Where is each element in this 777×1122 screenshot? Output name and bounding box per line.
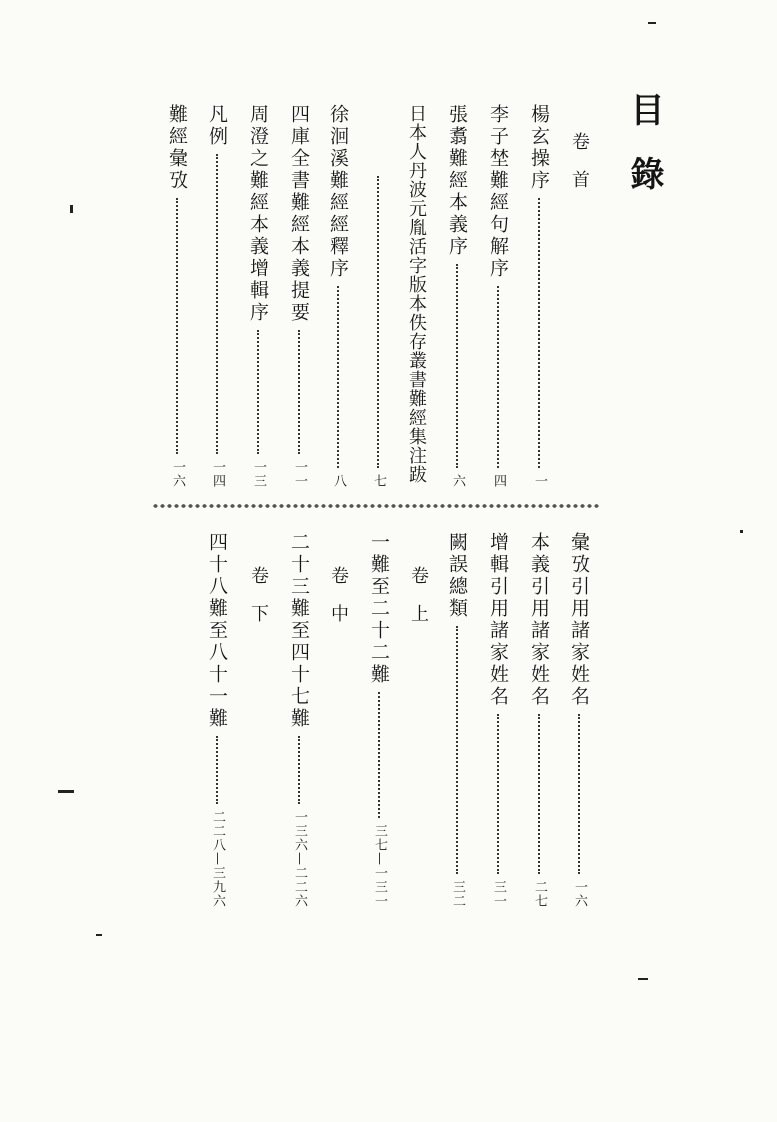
- toc-entry: [164, 104, 190, 488]
- scan-mark: [638, 978, 648, 980]
- toc-entry-continuation: [365, 124, 391, 488]
- scan-mark: [96, 934, 102, 936]
- toc-entry: [444, 104, 470, 488]
- entry-label: 凡例: [206, 104, 228, 148]
- toc-entry: [204, 532, 230, 908]
- leader-dots: [216, 154, 218, 454]
- scan-mark: [70, 205, 73, 213]
- toc-entry: [566, 532, 592, 908]
- toc-entry: [286, 532, 312, 908]
- entry-page: 一三: [251, 460, 266, 488]
- entry-page: 一三六—二二六: [292, 810, 307, 908]
- leader-dots: [377, 176, 379, 468]
- entry-label: 日本人丹波元胤活字版本佚存叢書難經集注跋: [406, 104, 427, 484]
- entry-page: 二二八—三九六: [210, 810, 225, 908]
- entry-label: 楊玄操序: [528, 104, 550, 192]
- toc-entry: [245, 104, 271, 488]
- entry-page: 三二: [450, 880, 465, 908]
- entry-page: 一: [532, 474, 547, 488]
- toc-entry: [526, 104, 552, 488]
- entry-page: 一一: [292, 460, 307, 488]
- scan-mark: [740, 530, 743, 533]
- toc-section-juanzhong: [325, 566, 351, 646]
- entry-label: 一難至二十二難: [368, 532, 390, 686]
- entry-page: 三一: [491, 880, 506, 908]
- leader-dots: [456, 264, 458, 468]
- leader-dots: [176, 198, 178, 454]
- leader-dots: [298, 736, 300, 804]
- entry-label: 李子埜難經句解序: [487, 104, 509, 280]
- leader-dots: [337, 286, 339, 468]
- leader-dots: [497, 286, 499, 468]
- toc-section-juanxia: [245, 566, 271, 646]
- toc-section-juanshou: [566, 132, 592, 212]
- entry-label: 四庫全書難經本義提要: [288, 104, 310, 324]
- entry-page: 一六: [572, 880, 587, 908]
- entry-page: 七: [371, 474, 386, 488]
- entry-page: 六: [450, 474, 465, 488]
- toc-entry: [444, 532, 470, 908]
- scan-mark: [58, 790, 74, 793]
- entry-page: 四: [491, 474, 506, 488]
- entry-label: 徐洄溪難經經釋序: [327, 104, 349, 280]
- toc-entry: [286, 104, 312, 488]
- toc-section-juanshang: [405, 566, 431, 646]
- entry-label: 張翥難經本義序: [446, 104, 468, 258]
- entry-page: 八: [331, 474, 346, 488]
- toc-entry: [485, 104, 511, 488]
- section-label: 卷首: [569, 132, 590, 208]
- toc-entry: [366, 532, 392, 908]
- entry-page: 二七: [532, 880, 547, 908]
- entry-label: 難經彙攷: [166, 104, 188, 192]
- section-label: 卷上: [408, 566, 429, 642]
- toc-entry: [325, 104, 351, 488]
- leader-dots: [497, 714, 499, 874]
- leader-dots: [378, 692, 380, 818]
- leader-dots: [216, 736, 218, 804]
- entry-page: 一六: [170, 460, 185, 488]
- leader-dots: [257, 330, 259, 454]
- entry-label: 增輯引用諸家姓名: [487, 532, 509, 708]
- entry-label: 周澄之難經本義增輯序: [247, 104, 269, 324]
- toc-entry: [526, 532, 552, 908]
- leader-dots: [538, 198, 540, 468]
- toc-entry: [485, 532, 511, 908]
- entry-label: 彙攷引用諸家姓名: [568, 532, 590, 708]
- leader-dots: [578, 714, 580, 874]
- entry-label: 本義引用諸家姓名: [528, 532, 550, 708]
- entry-page: 一四: [210, 460, 225, 488]
- leader-dots: [298, 330, 300, 454]
- entry-label: 闕誤總類: [446, 532, 468, 620]
- page-title: 目錄: [624, 92, 664, 220]
- toc-entry: [204, 104, 230, 488]
- entry-label: 四十八難至八十一難: [206, 532, 228, 730]
- scan-mark: [648, 22, 656, 24]
- entry-page: 三七—一三一: [372, 824, 387, 908]
- leader-dots: [456, 626, 458, 874]
- section-label: 卷下: [248, 566, 269, 642]
- toc-entry-long: [403, 104, 429, 484]
- section-label: 卷中: [328, 566, 349, 642]
- leader-dots: [538, 714, 540, 874]
- wavy-divider: [152, 503, 600, 509]
- entry-label: 二十三難至四十七難: [288, 532, 310, 730]
